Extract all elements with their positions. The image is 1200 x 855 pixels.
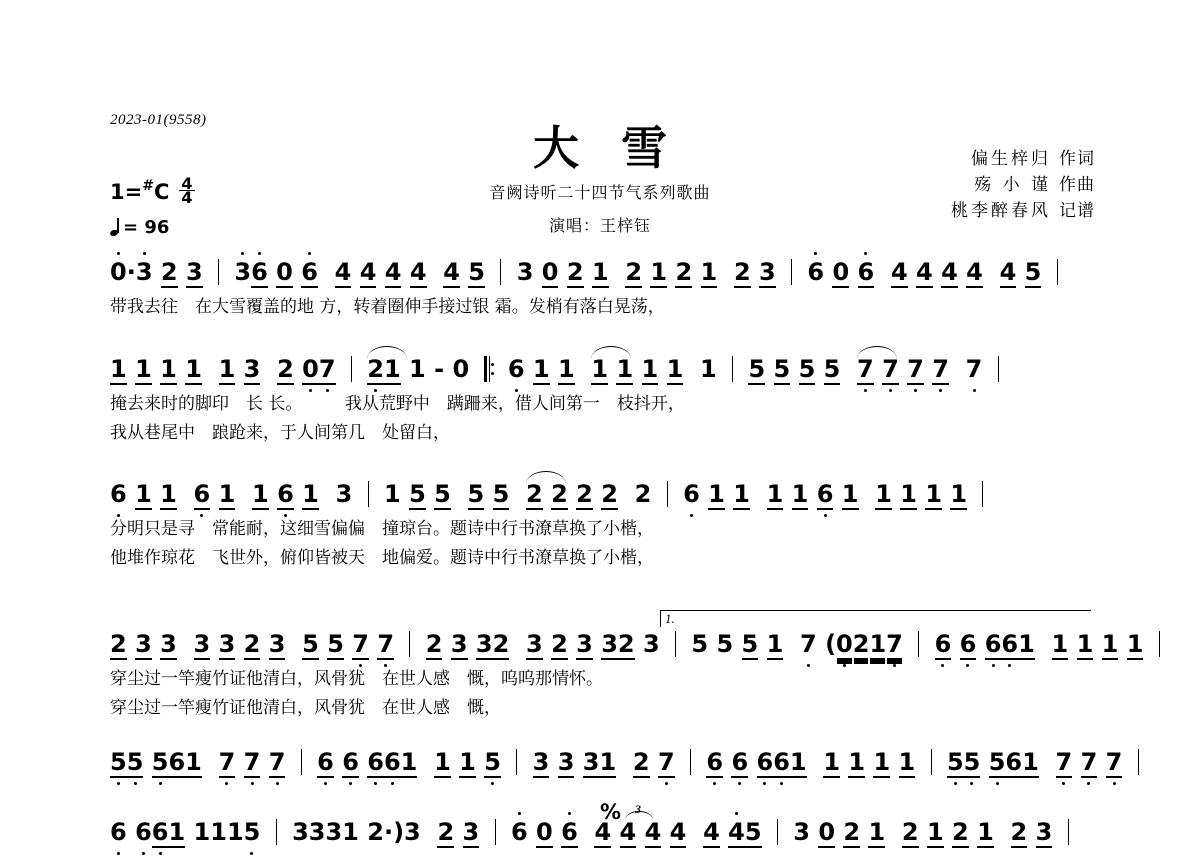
note: ( xyxy=(825,630,837,658)
note: 1 xyxy=(1076,630,1094,658)
note: 1 xyxy=(868,818,886,846)
note: 1 xyxy=(383,355,401,383)
note: 5 xyxy=(302,630,319,658)
note: 6 xyxy=(857,258,875,286)
note: 3 xyxy=(160,630,177,658)
note: 1 xyxy=(1126,630,1144,658)
note: 1 xyxy=(210,818,227,846)
note: 3 xyxy=(557,748,575,776)
note: 3 xyxy=(135,630,152,658)
note: 6 xyxy=(277,480,294,508)
note: 3 xyxy=(308,818,326,846)
note: 5 xyxy=(988,748,1006,776)
note: 5 xyxy=(110,748,127,776)
note: 1 xyxy=(848,748,866,776)
note: 6 xyxy=(706,748,724,776)
note: 2 xyxy=(632,748,650,776)
note: 2 xyxy=(243,630,261,658)
note: 2 xyxy=(566,258,584,286)
key-name: C xyxy=(153,179,170,204)
note: 2 xyxy=(601,480,618,508)
note: 1 xyxy=(841,480,859,508)
catalog-number: 2023-01(9558) xyxy=(110,112,207,128)
lyrics-row-3a: 分明只是寻 常能耐，这细雪偏偏 撞琼台。题诗中行书潦草换了小楷， xyxy=(110,519,654,539)
note: 1 xyxy=(185,355,202,383)
note: 6 xyxy=(959,630,977,658)
note: 5 xyxy=(741,630,759,658)
credit-transcriber xyxy=(951,198,1095,224)
barline xyxy=(667,481,668,507)
note: 6 xyxy=(110,480,127,508)
note: 1 xyxy=(708,480,725,508)
note: 6 xyxy=(816,480,834,508)
note: 6 xyxy=(383,748,401,776)
barline xyxy=(998,356,999,382)
note: 1 xyxy=(532,355,550,383)
note: 4 xyxy=(703,818,720,846)
lyrics-row-4b: 穿尘过一竿瘦竹证他清白，风骨犹 在世人感 慨， xyxy=(110,698,501,718)
key-signature-block xyxy=(110,174,195,238)
credit-lyricist-role: 作词 xyxy=(1059,149,1095,169)
key-line xyxy=(110,174,195,207)
segno-icon: % xyxy=(600,800,622,824)
barline xyxy=(409,631,410,657)
note: 1 xyxy=(700,355,717,383)
note: 6 xyxy=(168,748,186,776)
barline xyxy=(218,259,219,285)
barline xyxy=(301,749,302,775)
note: 1 xyxy=(700,258,718,286)
credit-transcriber-name: 桃李醉春风 xyxy=(951,201,1051,221)
note: 4 xyxy=(594,818,612,846)
note: 1 xyxy=(160,480,177,508)
note: 6 xyxy=(251,258,268,286)
note: 1 xyxy=(434,748,451,776)
note: 0 xyxy=(541,258,559,286)
note: 1 xyxy=(168,818,186,846)
note: 7 xyxy=(657,748,675,776)
note: 5 xyxy=(963,748,981,776)
note: 5 xyxy=(748,355,766,383)
note: 4 xyxy=(966,258,983,286)
barline xyxy=(1057,259,1058,285)
note: 1 xyxy=(733,480,750,508)
note: 2 xyxy=(551,480,568,508)
note: 3 xyxy=(218,630,236,658)
note: 3 xyxy=(576,630,593,658)
note: 3 xyxy=(185,258,203,286)
note: 5 xyxy=(409,480,426,508)
note: 1 xyxy=(650,258,668,286)
note: 1 xyxy=(252,480,269,508)
note: 7 xyxy=(882,355,899,383)
note: 5 xyxy=(823,355,841,383)
barline xyxy=(732,356,733,382)
note: 1 xyxy=(135,480,152,508)
note: 1 xyxy=(135,355,152,383)
note: 3 xyxy=(335,480,353,508)
time-signature-numerator: 4 xyxy=(181,174,193,193)
repeat-start-icon xyxy=(484,356,494,382)
note: 7 xyxy=(318,355,336,383)
music-system-1 xyxy=(0,258,1200,317)
barline xyxy=(1159,631,1160,657)
note: 0 xyxy=(110,258,127,286)
volta-label: 1. xyxy=(665,611,675,626)
credits-block xyxy=(951,146,1095,224)
note: 5 xyxy=(434,480,451,508)
note: 5 xyxy=(773,355,791,383)
note: 6 xyxy=(683,480,700,508)
note: 4 xyxy=(644,818,662,846)
note: 2 xyxy=(901,818,919,846)
singer-line: 演唱：王梓钰 xyxy=(548,216,651,235)
note: 2 xyxy=(425,630,443,658)
barline xyxy=(982,481,983,507)
music-system-6 xyxy=(0,800,1200,852)
barline xyxy=(1138,749,1139,775)
barline xyxy=(368,481,369,507)
note: 6 xyxy=(807,258,825,286)
note: 7 xyxy=(800,630,817,658)
note: 3 xyxy=(759,258,776,286)
note: 6 xyxy=(731,748,749,776)
barline xyxy=(1068,819,1069,845)
note: 1 xyxy=(218,480,236,508)
note: 7 xyxy=(1105,748,1123,776)
note: 1 xyxy=(185,748,202,776)
note: 5 xyxy=(467,480,485,508)
note: 1 xyxy=(1101,630,1119,658)
note: 5 xyxy=(798,355,816,383)
key-label: 1= xyxy=(110,179,143,204)
note: 2 xyxy=(617,630,635,658)
note: 7 xyxy=(932,355,949,383)
note: 4 xyxy=(384,258,402,286)
barline xyxy=(516,749,517,775)
note: 2 xyxy=(675,258,693,286)
note: 1 xyxy=(193,818,211,846)
note: 1 xyxy=(557,355,575,383)
note: 1 xyxy=(218,355,236,383)
note: 4 xyxy=(999,258,1017,286)
note: 5 xyxy=(492,480,510,508)
note: 1 xyxy=(384,480,401,508)
note: 4 xyxy=(669,818,687,846)
lyrics-row-2b: 我从巷尾中 踉跄来，于人间第几 处留白， xyxy=(110,423,450,443)
note: 1 xyxy=(666,355,684,383)
note: 5 xyxy=(484,748,501,776)
note: 4 xyxy=(916,258,933,286)
note: 1 xyxy=(1018,630,1035,658)
notation-row-4 xyxy=(110,630,1144,664)
note: 3 xyxy=(450,630,468,658)
note: 1 xyxy=(900,480,917,508)
note: 5 xyxy=(946,748,964,776)
note: 4 xyxy=(334,258,352,286)
note: 0 xyxy=(832,258,850,286)
note: 0 xyxy=(452,355,470,383)
note: 4 xyxy=(443,258,460,286)
note: 1 xyxy=(599,748,617,776)
note: 2 xyxy=(367,818,384,846)
note: 5 xyxy=(744,818,762,846)
note: 2 xyxy=(277,355,294,383)
notation-row-2 xyxy=(110,355,1090,389)
note: 1 xyxy=(591,258,609,286)
note: 1 xyxy=(160,355,177,383)
lyrics-row-2a: 掩去来时的脚印 长 长。 我从荒野中 蹒跚来，借人间第一 枝抖开， xyxy=(110,394,685,414)
note: 4 xyxy=(359,258,377,286)
barline xyxy=(918,631,919,657)
note: 1 xyxy=(110,355,127,383)
note: 4 xyxy=(890,258,908,286)
music-system-2 xyxy=(0,355,1200,443)
note: 6 xyxy=(110,818,127,846)
note: 1 xyxy=(591,355,608,385)
lyrics-row-1a: 带我去往 在大雪覆盖的地 方，转着圈伸手接过银 霜。发梢有落白晃荡， xyxy=(110,297,665,317)
note: 4 xyxy=(619,818,637,846)
barline xyxy=(690,749,691,775)
note: 7 xyxy=(857,355,874,385)
note: 5 xyxy=(691,630,709,658)
notation-row-6 xyxy=(110,800,1090,852)
note: 1 xyxy=(791,480,809,508)
note: 0 xyxy=(818,818,836,846)
note: 6 xyxy=(561,818,578,846)
note: 0 xyxy=(836,630,853,658)
note: 1 xyxy=(950,480,968,508)
note: 1 xyxy=(1051,630,1069,658)
note: 7 xyxy=(243,748,261,776)
note: 6 xyxy=(367,748,384,776)
note: 3 xyxy=(234,258,252,286)
note: 0 xyxy=(276,258,293,286)
note: 2 xyxy=(437,818,455,846)
note: 7 xyxy=(886,630,903,658)
note: 2 xyxy=(367,355,384,385)
credit-composer xyxy=(951,172,1095,198)
note: 7 xyxy=(1080,748,1098,776)
note: 3 xyxy=(793,818,810,846)
music-system-3 xyxy=(0,480,1200,568)
note: 1 xyxy=(875,480,892,508)
page-title: 大雪 xyxy=(533,121,709,175)
note: 5 xyxy=(468,258,485,286)
note: 1 xyxy=(766,630,784,658)
note: 0 xyxy=(536,818,553,846)
tempo-marking xyxy=(110,217,195,238)
note: 1 xyxy=(869,630,887,658)
music-system-4 xyxy=(0,605,1200,718)
barline xyxy=(791,259,792,285)
note: 1 xyxy=(823,748,841,776)
note: 7 xyxy=(907,355,924,383)
note: 1 xyxy=(789,748,807,776)
note: 5 xyxy=(327,630,344,658)
note: 2 xyxy=(551,630,568,658)
triplet-bracket: 3 xyxy=(635,802,641,816)
note: 3 xyxy=(516,258,534,286)
note: 2 xyxy=(852,630,870,658)
note: 6 xyxy=(1001,630,1019,658)
note: 4 xyxy=(941,258,958,286)
note: 6 xyxy=(301,258,318,286)
note: 7 xyxy=(377,630,395,658)
note: 2 xyxy=(492,630,510,658)
note: 3 xyxy=(532,748,550,776)
note: 2 xyxy=(625,258,643,286)
barline xyxy=(931,749,932,775)
note: 4 xyxy=(728,818,745,846)
credit-transcriber-role: 记谱 xyxy=(1059,201,1095,221)
notation-row-5 xyxy=(110,748,1123,782)
note: 3 xyxy=(475,630,493,658)
note: 6 xyxy=(151,818,169,846)
note: 1 xyxy=(873,748,891,776)
note: 3 xyxy=(292,818,309,846)
lyrics-row-4a: 穿尘过一竿瘦竹证他清白，风骨犹 在世人感 慨，呜呜那情怀。 xyxy=(110,669,603,689)
note: 6 xyxy=(756,748,774,776)
note: 7 xyxy=(965,355,983,383)
note: 1 xyxy=(766,480,784,508)
note: 6 xyxy=(510,818,528,846)
note: 3 xyxy=(462,818,480,846)
note: 7 xyxy=(352,630,369,658)
note: 3 xyxy=(582,748,600,776)
note: - xyxy=(434,355,445,383)
note: 5 xyxy=(126,748,144,776)
note: · xyxy=(383,818,394,846)
note: 2 xyxy=(843,818,861,846)
note: 1 xyxy=(926,818,944,846)
note: 5 xyxy=(151,748,169,776)
note: 6 xyxy=(773,748,790,776)
barline xyxy=(276,819,277,845)
note: 6 xyxy=(507,355,525,383)
time-signature-denominator: 4 xyxy=(181,188,193,207)
lyrics-row-3b: 他堆作琼花 飞世外，俯仰皆被天 地偏爱。题诗中行书潦草换了小楷， xyxy=(110,548,654,568)
note: 1 xyxy=(641,355,659,383)
notation-row-1 xyxy=(110,258,1090,292)
note: 3 xyxy=(135,258,153,286)
note: 1 xyxy=(400,748,418,776)
barline xyxy=(675,631,676,657)
note: 1 xyxy=(977,818,994,846)
note: 5 xyxy=(243,818,261,846)
note: 6 xyxy=(342,748,359,776)
credit-lyricist xyxy=(951,146,1095,172)
credit-composer-name: 殇 小 谨 xyxy=(974,175,1051,195)
music-system-5 xyxy=(0,748,1200,782)
note: 6 xyxy=(135,818,152,846)
note: 2 xyxy=(160,258,178,286)
note: 1 xyxy=(1022,748,1039,776)
note: 1 xyxy=(409,355,426,383)
note: 2 xyxy=(952,818,969,846)
note: 1 xyxy=(898,748,916,776)
note: 6 xyxy=(317,748,334,776)
note: 7 xyxy=(218,748,236,776)
note: 3 xyxy=(193,630,211,658)
note: 3 xyxy=(268,630,286,658)
note: 3 xyxy=(325,818,343,846)
credit-lyricist-name: 偏生梓归 xyxy=(971,149,1051,169)
key-accidental: # xyxy=(142,177,154,194)
note: 1 xyxy=(459,748,476,776)
note: 3 xyxy=(526,630,543,658)
note: ) xyxy=(393,818,405,846)
note: 1 xyxy=(342,818,359,846)
note: 1 xyxy=(616,355,634,383)
time-signature xyxy=(179,174,194,207)
note: 1 xyxy=(302,480,319,508)
note: 1 xyxy=(226,818,244,846)
barline xyxy=(495,819,496,845)
note: 5 xyxy=(716,630,734,658)
note: 2 xyxy=(110,630,127,658)
volta-bracket-1 xyxy=(660,610,1091,627)
barline xyxy=(500,259,501,285)
barline xyxy=(351,356,352,382)
note: 7 xyxy=(1055,748,1073,776)
note: 2 xyxy=(733,258,751,286)
note: 3 xyxy=(243,355,261,383)
tempo-value: = 96 xyxy=(123,217,170,238)
note: 4 xyxy=(409,258,427,286)
note: 6 xyxy=(193,480,211,508)
note: 6 xyxy=(934,630,952,658)
credit-composer-role: 作曲 xyxy=(1059,175,1095,195)
note: 6 xyxy=(984,630,1002,658)
note: 3 xyxy=(601,630,618,658)
note: 0 xyxy=(302,355,319,383)
note: 3 xyxy=(642,630,660,658)
note: 2 xyxy=(634,480,652,508)
barline xyxy=(777,819,778,845)
notation-row-3 xyxy=(110,480,1090,514)
quarter-note-icon xyxy=(110,219,119,237)
note: 1 xyxy=(925,480,943,508)
note: 2 xyxy=(576,480,593,508)
note: 3 xyxy=(404,818,421,846)
note: 5 xyxy=(1024,258,1042,286)
note: · xyxy=(126,258,136,286)
subtitle: 音阙诗听二十四节气系列歌曲 xyxy=(489,183,711,202)
note: 3 xyxy=(1035,818,1053,846)
note: 6 xyxy=(1005,748,1023,776)
note: 2 xyxy=(1010,818,1028,846)
note: 7 xyxy=(268,748,286,776)
note: 2 xyxy=(526,480,543,510)
